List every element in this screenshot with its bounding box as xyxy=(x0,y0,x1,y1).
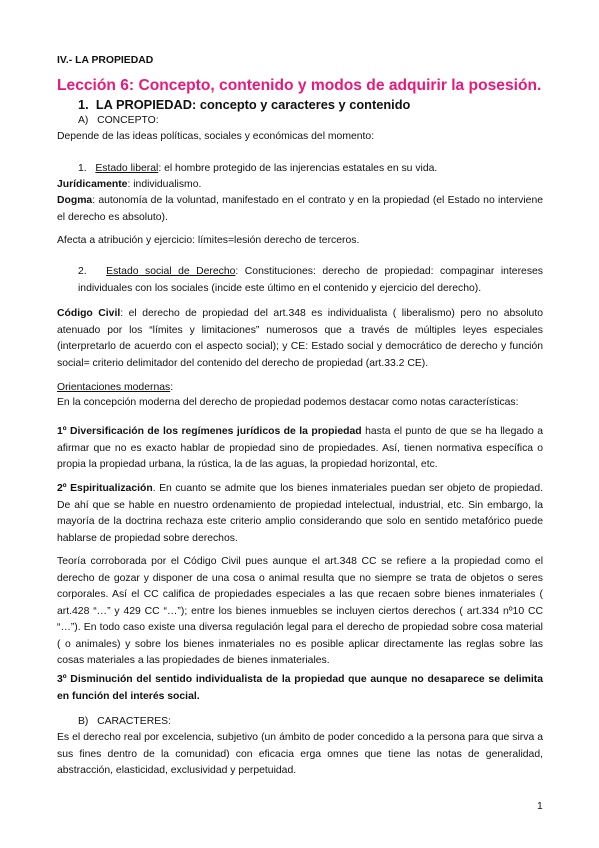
term-label: Jurídicamente xyxy=(57,179,128,190)
paragraph-concepcion: En la concepción moderna del derecho de propiedad podemos destacar como notas características: xyxy=(57,397,519,408)
section-title: IV.- LA PROPIEDAD xyxy=(57,55,154,66)
term-label: Dogma xyxy=(57,195,93,206)
note-label: 1º Diversificación de los regímenes jurídicos de la propiedad xyxy=(57,426,362,437)
paragraph-dogma xyxy=(57,193,543,226)
note-text: . En cuanto se admite que los bienes inmateriales puedan ser objeto de propiedad. De ahí que se hable en nuestro ordenamiento de propiedad intelectual, industrial, etc. Sin embargo, la mayoría de la doctrina rechaza este criterio amplio considerando que solo en sentido metafórico puede hablarse de propiedad sobre derechos. xyxy=(57,483,543,544)
term-label: Código Civil xyxy=(57,308,121,319)
paragraph-juridicamente xyxy=(57,177,543,194)
subheading-text: CARACTERES: xyxy=(97,716,171,727)
list-item-estado-liberal xyxy=(78,161,564,178)
paragraph-nota-1 xyxy=(57,424,543,474)
list-item-label: Estado liberal xyxy=(95,163,159,174)
note-label: 2º Espiritualización xyxy=(57,483,153,494)
heading-number: 1. xyxy=(78,97,89,112)
term-text: : individualismo. xyxy=(127,179,202,190)
note-text: hasta el punto de que se ha llegado a afirmar que no es exacto hablar de propiedad sino de propiedades. Así, tienen normativa específica o propia la propiedad urbana, la rústica, la de las aguas, la propiedad horizontal, etc. xyxy=(57,426,543,470)
paragraph-codigo-civil xyxy=(57,306,543,372)
list-number: 2. xyxy=(78,266,87,277)
lesson-title: Lección 6: Concepto, contenido y modos de adquirir la posesión. xyxy=(57,77,542,94)
paragraph-nota-3: 3º Disminución del sentido individualista de la propiedad que aunque no desaparece se delimita en función del interés social. xyxy=(57,674,543,702)
list-item-label: Estado social de Derecho xyxy=(106,266,236,277)
list-item-estado-social xyxy=(78,264,543,297)
paragraph-intro: Depende de las ideas políticas, sociales y económicas del momento: xyxy=(57,131,375,142)
list-number: 1. xyxy=(78,163,87,174)
subheading-letter: A) xyxy=(78,115,89,126)
paragraph-caracteres: Es el derecho real por excelencia, subjetivo (un ámbito de poder concedido a la persona para que sirva a sus fines dentro de la comunidad) con eficacia erga omnes que tiene las notas de generalidad, abstracción, elasticidad, exclusividad y perpetuidad. xyxy=(57,732,543,776)
paragraph-teoria: Teoría corroborada por el Código Civil pues aunque el art.348 CC se refiere a la propiedad como el derecho de gozar y disponer de una cosa o animal resulta que no siempre se trata de objetos o seres corporales. Así el CC califica de propiedades especiales a las que recaen sobre bienes inmateriales ( art.428 “…” y 429 CC “…”); entre los bienes inmuebles se incluyen ciertos derechos ( art.334 nº10 CC “…”). En todo caso existe una diversa regulación legal para el derecho de propiedad sobre cosa material ( o animales) y sobre los bienes inmateriales no es posible aplicar directamente las reglas sobre las cosas materiales a las propiedades de bienes inmateriales. xyxy=(57,556,543,666)
orientaciones-colon: : xyxy=(170,382,174,393)
orientaciones-label: Orientaciones modernas xyxy=(57,382,171,393)
paragraph-afecta: Afecta a atribución y ejercicio: límites=lesión derecho de terceros. xyxy=(57,235,360,246)
subheading-concepto xyxy=(78,113,564,130)
list-item-text: : Constituciones: derecho de propiedad: compaginar intereses individuales con los sociales (incide este último en el contenido y ejercicio del derecho). xyxy=(78,266,543,294)
heading-text: LA PROPIEDAD: concepto y caracteres y contenido xyxy=(95,97,411,112)
term-text: : el derecho de propiedad del art.348 es individualista ( liberalismo) pero no absoluto atenuado por los “límites y limitaciones” numerosos que a través de múltiples leyes especiales (interpretarlo de acuerdo con el aspecto social); y CE: Estado social y democrático de derecho y función social= criterio delimitador del contenido del derecho de propiedad (art.33.2 CE). xyxy=(57,308,544,369)
subheading-letter: B) xyxy=(78,716,89,727)
list-item-text: : el hombre protegido de las injerencias estatales en su vida. xyxy=(158,163,438,174)
heading-propiedad xyxy=(78,96,564,113)
term-text: : autonomía de la voluntad, manifestado en el contrato y en la propiedad (el Estado no interviene el derecho es absoluto). xyxy=(57,195,543,223)
page-number: 1 xyxy=(537,801,543,812)
subheading-text: CONCEPTO: xyxy=(97,115,159,126)
paragraph-nota-2 xyxy=(57,481,543,547)
subheading-caracteres xyxy=(78,714,564,731)
